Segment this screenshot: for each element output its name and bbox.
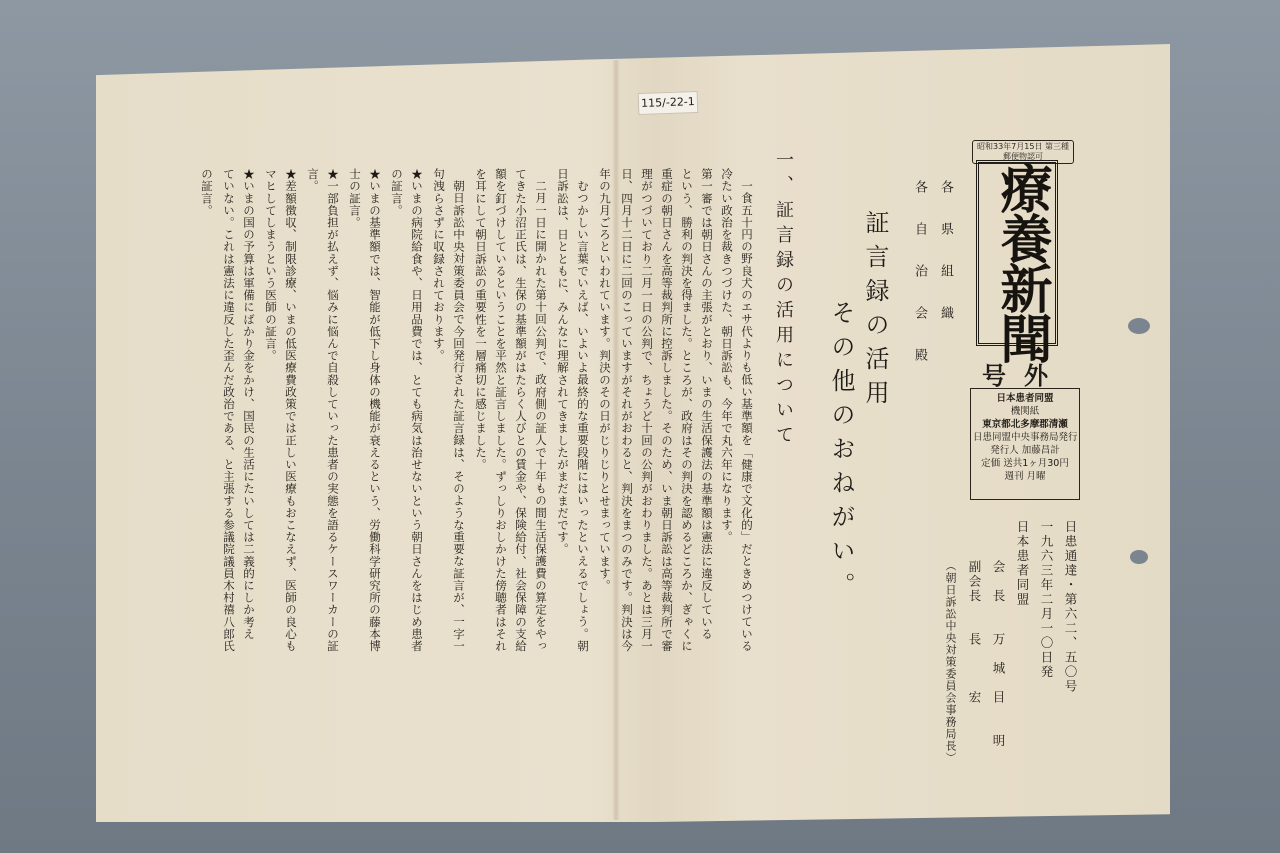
publisher-line: 東京都北多摩郡清瀬 xyxy=(982,419,1068,430)
body-line: 日訴訟は、日とともに、みんなに理解されてきましたがまだまだです。 xyxy=(556,168,570,556)
body-line: 二月一日に開かれた第十回公判で、政府側の証人で十年もの間生活保護費の算定をやっ xyxy=(534,180,548,652)
body-line: 言。 xyxy=(306,168,320,193)
issue-info-line: 日本患者同盟 xyxy=(1015,520,1030,607)
headline-line-1: 証言録の活用 xyxy=(861,210,889,414)
body-line: 日、四月十二日に二回のこっていますがそれがおわると、判決をまつのみです。判決は今 xyxy=(620,168,634,652)
body-line: ★差額徴収、制限診療、いまの低医療費政策では正しい医療もおこなえず、医師の良心も xyxy=(284,168,298,652)
body-line: ★いまの国の予算は軍備にばかり金をかけ、国民の生活にたいしては二義的にしか考え xyxy=(242,168,256,640)
body-line: の証言。 xyxy=(390,168,404,217)
publisher-box xyxy=(970,388,1080,500)
publisher-line: 定価 送共1ヶ月30円 xyxy=(981,458,1069,469)
body-line: 一食五十円の野良犬のエサ代よりも低い基準額を「健康で文化的」だときめつけている xyxy=(740,180,754,652)
catalog-tag: 115/-22-1 xyxy=(638,91,699,115)
issue-info-line: 一九六三年二月一〇日発 xyxy=(1039,520,1054,680)
body-line: 額を釘づけしているということを平然と証言しました。ずっしりおしかけた傍聴者はそれ xyxy=(494,168,508,652)
body-line: むつかしい言葉でいえば、いよいよ最終的な重要段階にはいったといえるでしょう。朝 xyxy=(576,180,590,652)
punch-hole xyxy=(1128,318,1150,334)
body-line: 重症の朝日さんを高等裁判所に控訴しました。そのため、いま朝日訴訟は高等裁判所で審 xyxy=(660,168,674,652)
body-line: 第一審では朝日さんの主張がとおり、いまの生活保護法の基準額は憲法に違反している xyxy=(700,168,714,640)
body-line: ていない。これは憲法に違反した歪んだ政治である、と主張する参議院議員木村禧八郎氏 xyxy=(222,168,236,652)
body-line: 冷たい政治を裁きつづけた、朝日訴訟も、今年で丸六年になります。 xyxy=(720,168,734,544)
publisher-line: 日患同盟中央事務局発行 xyxy=(973,432,1078,443)
issue-info-line: 副会長 長 宏 xyxy=(967,560,982,705)
publisher-line: 機関紙 xyxy=(1010,406,1040,417)
publisher-line: 発行人 加藤昌計 xyxy=(990,445,1060,456)
body-line: 句洩らさずに収録されております。 xyxy=(432,168,446,362)
publisher-line: 週刊 月曜 xyxy=(1004,471,1046,482)
issue-info-line: （朝日訴訟中央対策委員会事務局長） xyxy=(944,560,957,764)
headline-line-2: その他のおねがい。 xyxy=(827,300,855,606)
body-line: ★一部負担が払えず、悩みに悩んで自殺していった患者の実態を語るケースワーカーの証 xyxy=(326,168,340,652)
issue-info-line: 会 長 万 城 目 明 xyxy=(991,560,1006,749)
publisher-line: 日本患者同盟 xyxy=(996,393,1054,404)
punch-hole xyxy=(1130,550,1148,564)
body-line: という、勝利の判決を得ました。ところが、政府はその判決を認めるどころか、ぎゃくに xyxy=(680,168,694,652)
body-line: 理がつづいており二月一日の公判で、ちょうど十回の公判がおわりました。あとは三月一 xyxy=(640,168,654,652)
addressee-line: 各 県 組 織 xyxy=(938,180,953,327)
section-heading: 一、証言録の活用について xyxy=(773,150,794,450)
body-line: 士の証言。 xyxy=(348,168,362,229)
body-line: ★いまの病院給食や、日用品費では、とても病気は治せないという朝日さんをはじめ患者 xyxy=(410,168,424,652)
issue-info-line: 日患通達・第六二、五〇号 xyxy=(1063,520,1078,694)
addressee-line: 各 自 治 会 殿 xyxy=(912,180,927,369)
body-line: マヒしてしまうという医師の証言。 xyxy=(264,168,278,362)
edition-label: 号外 xyxy=(982,362,1066,390)
body-line: 朝日訴訟中央対策委員会で今回発行された証言録は、そのような重要な証言が、一字一 xyxy=(452,180,466,652)
postal-permit: 昭和33年7月15日 第三種 郵便物認可 xyxy=(972,140,1074,164)
body-line: てきた小沼正氏は、生保の基準額がはたらく人びとの賃金や、保険給付、社会保障の支給 xyxy=(514,168,528,652)
body-line: 年の九月ごろといわれています。判決のその日がじりじりとせまっています。 xyxy=(598,168,612,592)
masthead-title: 療養新聞 xyxy=(991,162,1051,362)
body-line: を耳にして朝日訴訟の重要性を一層痛切に感じました。 xyxy=(474,168,488,471)
body-line: の証言。 xyxy=(200,168,214,217)
body-line: ★いまの基準額では、智能が低下し身体の機能が衰えるという、労働科学研究所の藤本博 xyxy=(368,168,382,652)
